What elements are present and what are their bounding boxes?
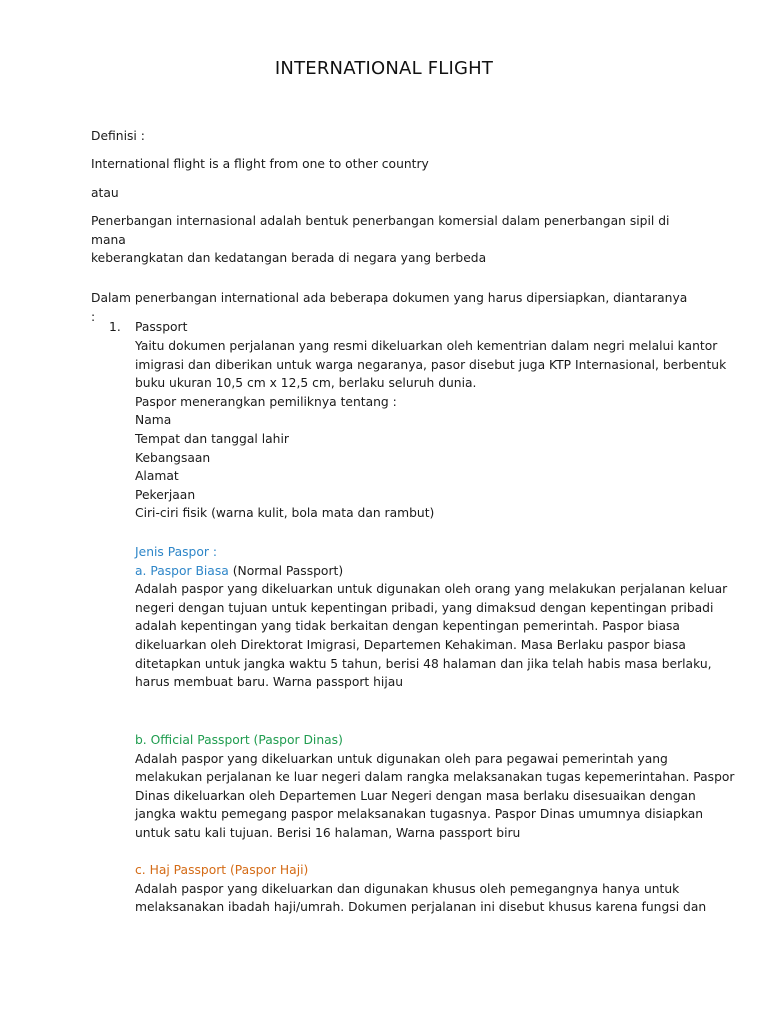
definition-english: International flight is a flight from one to other country xyxy=(91,157,429,171)
paspor-biasa-heading xyxy=(135,562,675,581)
intro-text: Dalam penerbangan international ada beberapa dokumen yang harus dipersiapkan, diantaranya : xyxy=(91,291,688,324)
definition-line: keberangkatan dan kedatangan berada di negara yang berbeda xyxy=(91,251,487,266)
paspor-biasa-suffix: (Normal Passport) xyxy=(228,563,344,578)
list-item-title: Passport xyxy=(135,320,188,334)
definition-indonesian xyxy=(91,212,691,268)
description-line: imigrasi dan diberikan untuk warga negaranya, pasor disebut juga KTP Internasional, berbentuk xyxy=(135,357,727,372)
definition-line: Penerbangan internasional adalah bentuk penerbangan komersial dalam penerbangan sipil di mana xyxy=(91,214,670,247)
description-line: Ciri-ciri fisik (warna kulit, bola mata dan rambut) xyxy=(135,506,435,521)
paspor-biasa-line: harus membuat baru. Warna passport hijau xyxy=(135,675,404,690)
description-line: Alamat xyxy=(135,469,179,484)
list-item-passport xyxy=(109,318,669,337)
haj-passport-section xyxy=(135,861,707,917)
official-passport-heading: b. Official Passport (Paspor Dinas) xyxy=(135,733,343,747)
haj-passport-line: melaksanakan ibadah haji/umrah. Dokumen perjalanan ini disebut khusus karena fungsi dan xyxy=(135,900,707,915)
definisi-label: Definisi : xyxy=(91,129,145,143)
atau-text: atau xyxy=(91,186,119,200)
paspor-biasa-line: adalah kepentingan yang tidak berkaitan dengan kepentingan pemerintah. Paspor biasa xyxy=(135,619,680,634)
list-number: 1. xyxy=(109,320,121,334)
official-passport-line: Dinas dikeluarkan oleh Departemen Luar Negeri dengan masa berlaku disesuaikan dengan xyxy=(135,788,696,803)
description-line: Paspor menerangkan pemiliknya tentang : xyxy=(135,394,397,409)
haj-passport-heading: c. Haj Passport (Paspor Haji) xyxy=(135,863,309,877)
page-title: INTERNATIONAL FLIGHT xyxy=(274,58,494,79)
official-passport-section xyxy=(135,731,735,843)
official-passport-line: Adalah paspor yang dikeluarkan untuk digunakan oleh para pegawai pemerintah yang xyxy=(135,751,668,766)
haj-passport-line: Adalah paspor yang dikeluarkan dan digunakan khusus oleh pemegangnya hanya untuk xyxy=(135,881,680,896)
description-line: buku ukuran 10,5 cm x 12,5 cm, berlaku seluruh dunia. xyxy=(135,376,477,391)
paspor-biasa-label: a. Paspor Biasa xyxy=(135,563,229,578)
official-passport-line: jangka waktu pemegang paspor melaksanakan tugasnya. Paspor Dinas umumnya disiapkan xyxy=(135,807,704,822)
paspor-biasa-line: dikeluarkan oleh Direktorat Imigrasi, Departemen Kehakiman. Masa Berlaku paspor biasa xyxy=(135,637,686,652)
description-line: Tempat dan tanggal lahir xyxy=(135,431,289,446)
jenis-paspor-section xyxy=(135,543,728,692)
jenis-paspor-heading: Jenis Paspor : xyxy=(135,545,217,559)
description-line: Nama xyxy=(135,413,172,428)
paspor-biasa-line: negeri dengan tujuan untuk kepentingan pribadi, yang dimaksud dengan kepentingan pribadi xyxy=(135,600,714,615)
description-line: Pekerjaan xyxy=(135,487,196,502)
official-passport-line: untuk satu kali tujuan. Berisi 16 halaman, Warna passport biru xyxy=(135,825,521,840)
paspor-biasa-line: Adalah paspor yang dikeluarkan untuk digunakan oleh orang yang melakukan perjalanan keluar xyxy=(135,582,728,597)
description-line: Yaitu dokumen perjalanan yang resmi dikeluarkan oleh kementrian dalam negri melalui kantor xyxy=(135,339,718,353)
description-line: Kebangsaan xyxy=(135,450,211,465)
passport-description xyxy=(135,337,727,523)
paspor-biasa-line: ditetapkan untuk jangka waktu 5 tahun, berisi 48 halaman dan jika telah habis masa berlaku, xyxy=(135,656,712,671)
official-passport-line: melakukan perjalanan ke luar negeri dalam rangka melaksanakan tugas kepemerintahan. Paspor xyxy=(135,770,735,785)
